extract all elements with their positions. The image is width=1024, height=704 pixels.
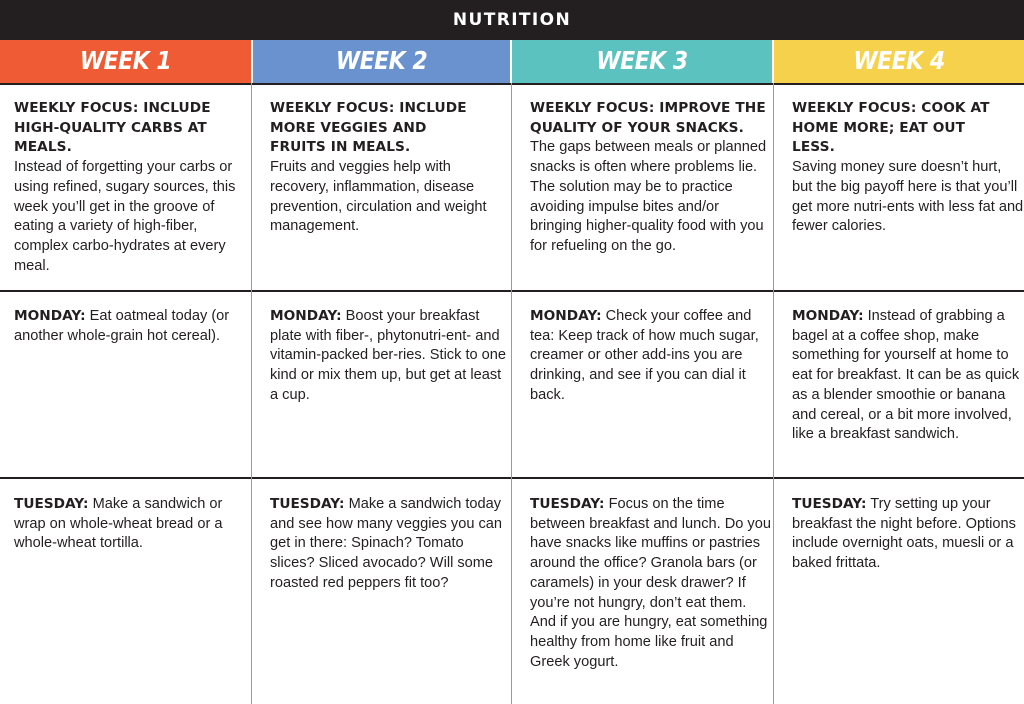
focus-title: WEEKLY FOCUS: IMPROVE THE QUALITY OF YOUR SNACKS.: [530, 100, 766, 136]
day-text: Eat oatmeal today (or another whole-grain hot cereal).: [14, 308, 230, 344]
day-label: TUESDAY:: [792, 496, 867, 512]
day-label: MONDAY:: [530, 308, 602, 324]
day-label: MONDAY:: [270, 308, 342, 324]
week-3-monday-cell: [516, 307, 772, 406]
week-3-tuesday-cell: [516, 495, 772, 672]
page-title: NUTRITION: [0, 0, 1024, 40]
week-4-focus-cell: [778, 99, 1024, 237]
day-text: Make a sandwich or wrap on whole-wheat bread or a whole-wheat tortilla.: [14, 496, 223, 552]
focus-title: WEEKLY FOCUS: COOK AT HOME MORE; EAT OUT LESS.: [792, 100, 990, 156]
row-divider-monday: [0, 477, 1024, 479]
header-divider: [0, 83, 1024, 85]
week-4-monday-cell: [778, 307, 1024, 445]
day-label: MONDAY:: [792, 308, 864, 324]
day-text: Make a sandwich today and see how many veggies you can get in there: Spinach? Tomato slices? Sliced avocado? Will some roasted red peppers fit too?: [270, 496, 503, 591]
focus-text: Instead of forgetting your carbs or using refined, sugary sources, this week you’ll get in the groove of eating a variety of high-fiber, complex carbo-hydrates at every meal.: [14, 159, 236, 274]
day-text: Instead of grabbing a bagel at a coffee shop, make something for yourself at home to eat for breakfast. It can be as quick as a blender smoothie or banana and cereal, or a bit more involved, like a breakfast sandwich.: [792, 308, 1020, 443]
column-divider: [511, 83, 512, 704]
week-4-tuesday-cell: [778, 495, 1024, 574]
day-label: MONDAY:: [14, 308, 86, 324]
focus-text: Fruits and veggies help with recovery, inflammation, disease prevention, circulation and weight management.: [270, 159, 487, 235]
day-text: Focus on the time between breakfast and lunch. Do you have snacks like muffins or pastries around the office? Granola bars (or caramels) in your desk drawer? If you’re not hungry, don’t eat them. And if you are hungry, eat something healthy from home like fruit and Greek yogurt.: [530, 496, 771, 670]
focus-text: The gaps between meals or planned snacks is often where problems lie. The solution may be to practice avoiding impulse bites and/or bringing higher-quality food with you for refueling on the go.: [530, 139, 767, 254]
row-divider-focus: [0, 290, 1024, 292]
week-2-monday-cell: [256, 307, 508, 406]
week-1-tuesday-cell: [0, 495, 250, 554]
week-1-header: WEEK 1: [0, 40, 251, 83]
column-divider: [773, 83, 774, 704]
focus-title: WEEKLY FOCUS: INCLUDE MORE VEGGIES AND FRUITS IN MEALS.: [270, 100, 467, 156]
day-label: TUESDAY:: [530, 496, 605, 512]
week-4-header: WEEK 4: [774, 40, 1024, 83]
week-2-focus-cell: [256, 99, 508, 237]
day-text: Try setting up your breakfast the night before. Options include overnight oats, muesli or a baked frittata.: [792, 496, 1016, 572]
week-3-header: WEEK 3: [512, 40, 772, 83]
week-2-header: WEEK 2: [253, 40, 510, 83]
week-3-focus-cell: [516, 99, 772, 257]
focus-title: WEEKLY FOCUS: INCLUDE HIGH-QUALITY CARBS AT MEALS.: [14, 100, 211, 156]
week-2-tuesday-cell: [256, 495, 508, 594]
day-text: Boost your breakfast plate with fiber-, phytonutri-ent- and vitamin-packed ber-ries. Stick to one kind or mix them up, but get at least a cup.: [270, 308, 507, 403]
week-1-focus-cell: [0, 99, 250, 276]
week-1-monday-cell: [0, 307, 250, 346]
column-divider: [251, 83, 252, 704]
day-label: TUESDAY:: [14, 496, 89, 512]
day-label: TUESDAY:: [270, 496, 345, 512]
day-text: Check your coffee and tea: Keep track of how much sugar, creamer or other add-ins you are drinking, and see if you can dial it back.: [530, 308, 759, 403]
focus-text: Saving money sure doesn’t hurt, but the big payoff here is that you’ll get more nutri-ents with less fat and fewer calories.: [792, 159, 1024, 235]
